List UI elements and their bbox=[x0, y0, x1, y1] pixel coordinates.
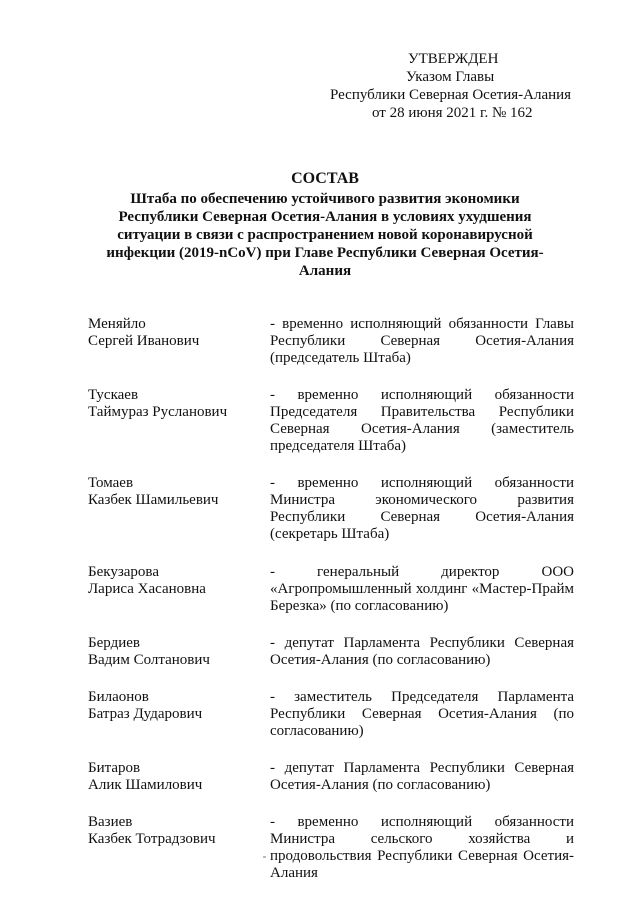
approval-approved: УТВЕРЖДЕН bbox=[408, 51, 499, 67]
member-role: - временно исполняющий обязанности Главы Республики Северная Осетия-Алания (председатель Штаба) bbox=[270, 316, 574, 366]
member-row bbox=[88, 475, 574, 543]
approval-stamp bbox=[330, 50, 590, 122]
member-role: - депутат Парламента Республики Северная Осетия-Алания (по согласованию) bbox=[270, 635, 574, 668]
member-given-names: Батраз Дударович bbox=[88, 706, 203, 722]
member-given-names: Таймураз Русланович bbox=[88, 404, 228, 420]
member-role: - заместитель Председателя Парламента Республики Северная Осетия-Алания (по согласованию) bbox=[270, 689, 574, 739]
member-row bbox=[88, 635, 574, 669]
member-surname: Бекузарова bbox=[88, 564, 159, 580]
member-row bbox=[88, 814, 574, 882]
member-role: - генеральный директор ООО «Агропромышленный холдинг «Мастер-Прайм Березка» (по согласованию) bbox=[270, 564, 574, 614]
member-row bbox=[88, 316, 574, 367]
member-name bbox=[88, 760, 270, 794]
member-row bbox=[88, 564, 574, 615]
member-row bbox=[88, 760, 574, 794]
member-name bbox=[88, 564, 270, 615]
document-title bbox=[100, 170, 550, 280]
member-surname: Томаев bbox=[88, 475, 134, 491]
title-heading: СОСТАВ bbox=[291, 170, 359, 187]
member-role: - временно исполняющий обязанности Министра сельского хозяйства и продовольствия Республики Северная Осетия-Алания bbox=[270, 814, 574, 881]
member-surname: Билаонов bbox=[88, 689, 149, 705]
member-name bbox=[88, 475, 270, 543]
member-surname: Бердиев bbox=[88, 635, 140, 651]
scan-speck bbox=[263, 856, 266, 858]
member-given-names: Казбек Тотрадзович bbox=[88, 831, 216, 847]
member-role: - временно исполняющий обязанности Председателя Правительства Республики Северная Осетия-Алания (заместитель председателя Штаба) bbox=[270, 387, 574, 454]
approval-date: от 28 июня 2021 г. № 162 bbox=[372, 105, 533, 121]
member-surname: Тускаев bbox=[88, 387, 139, 403]
members-list bbox=[88, 316, 574, 882]
title-subtitle: Штаба по обеспечению устойчивого развития экономики Республики Северная Осетия-Алания в условиях ухудшения ситуации в связи с распространением новой коронавирусной инфекции (2019-nCoV) при Главе Республики Северная Осетия-Алания bbox=[106, 191, 544, 279]
member-surname: Битаров bbox=[88, 760, 141, 776]
member-role: - временно исполняющий обязанности Министра экономического развития Республики Северная Осетия-Алания (секретарь Штаба) bbox=[270, 475, 574, 542]
member-role: - депутат Парламента Республики Северная Осетия-Алания (по согласованию) bbox=[270, 760, 574, 793]
member-row bbox=[88, 689, 574, 740]
member-surname: Меняйло bbox=[88, 316, 146, 332]
member-row bbox=[88, 387, 574, 455]
member-name bbox=[88, 689, 270, 740]
approval-republic: Республики Северная Осетия-Алания bbox=[330, 87, 572, 103]
member-given-names: Алик Шамилович bbox=[88, 777, 203, 793]
member-given-names: Вадим Солтанович bbox=[88, 652, 210, 668]
member-name bbox=[88, 814, 270, 882]
member-given-names: Лариса Хасановна bbox=[88, 581, 206, 597]
member-surname: Вазиев bbox=[88, 814, 133, 830]
member-given-names: Казбек Шамильевич bbox=[88, 492, 219, 508]
member-name bbox=[88, 387, 270, 455]
member-name bbox=[88, 635, 270, 669]
member-name bbox=[88, 316, 270, 367]
approval-decree: Указом Главы bbox=[406, 69, 495, 85]
member-given-names: Сергей Иванович bbox=[88, 333, 200, 349]
